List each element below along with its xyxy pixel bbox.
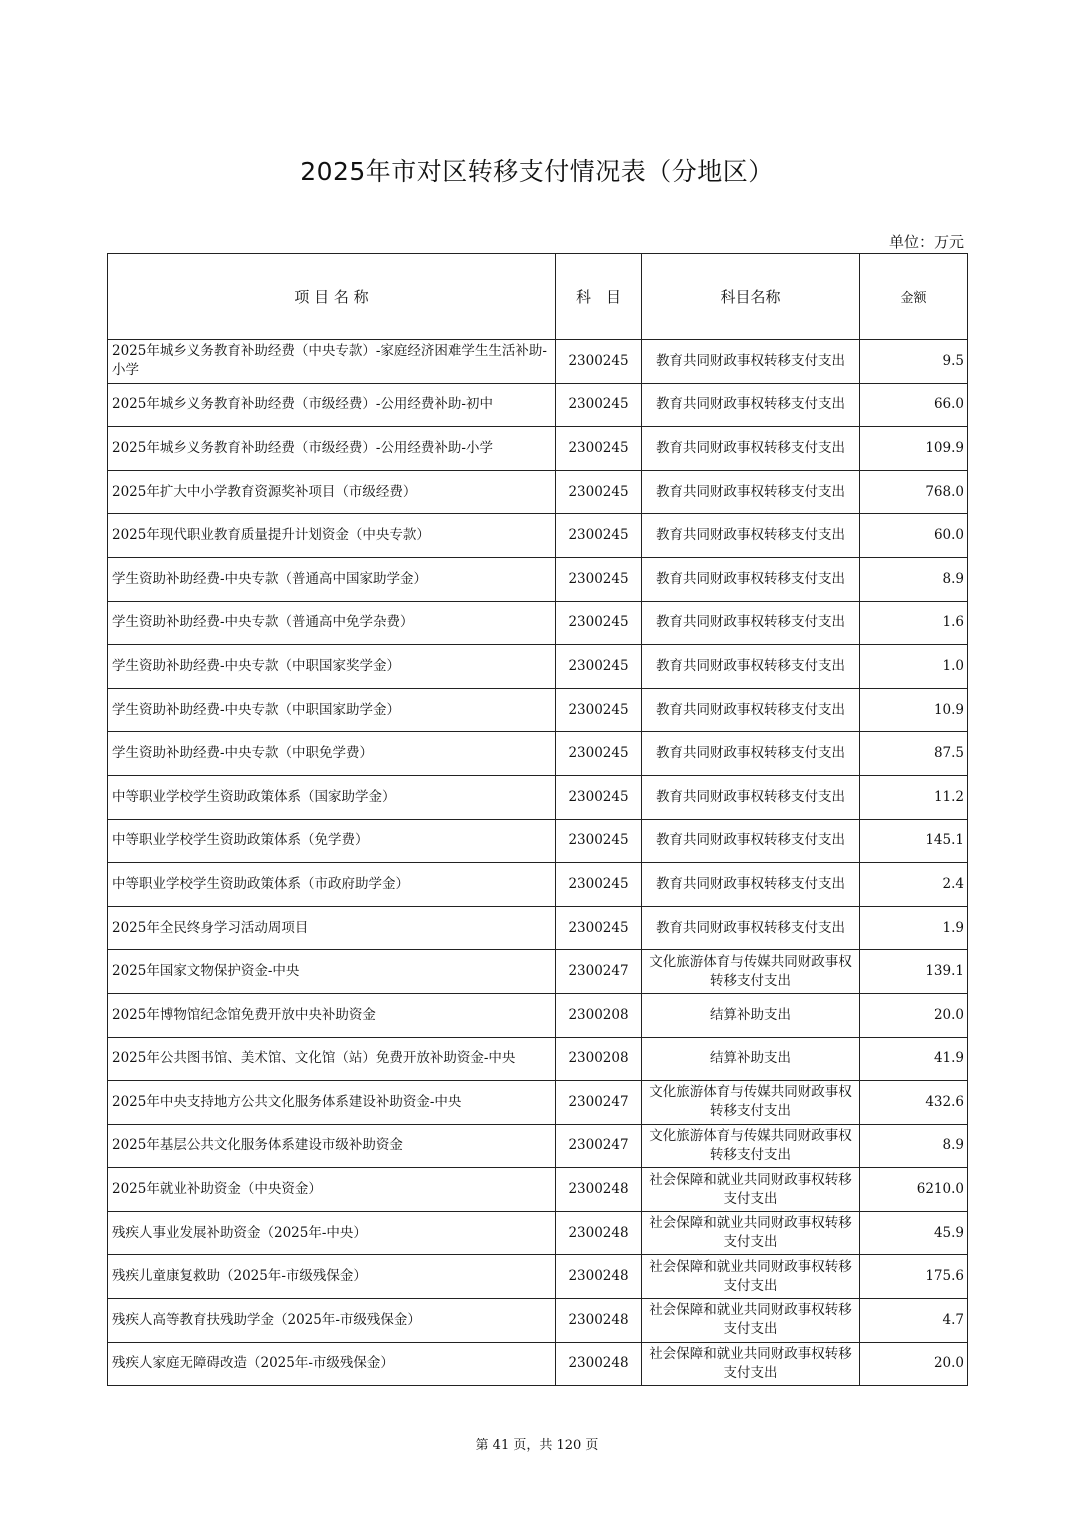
cell-amount: 60.0 bbox=[860, 514, 968, 558]
header-subject: 科目名称 bbox=[642, 254, 860, 340]
cell-item-name: 残疾人高等教育扶残助学金（2025年-市级残保金） bbox=[108, 1299, 556, 1343]
cell-item-name: 2025年国家文物保护资金-中央 bbox=[108, 950, 556, 994]
cell-item-name: 中等职业学校学生资助政策体系（免学费） bbox=[108, 819, 556, 863]
cell-subject-name: 教育共同财政事权转移支付支出 bbox=[642, 775, 860, 819]
table-row bbox=[108, 1124, 968, 1168]
cell-subject-code: 2300245 bbox=[556, 427, 642, 471]
table-row bbox=[108, 383, 968, 427]
cell-item-name: 2025年城乡义务教育补助经费（市级经费）-公用经费补助-初中 bbox=[108, 383, 556, 427]
cell-subject-name: 社会保障和就业共同财政事权转移支付支出 bbox=[642, 1211, 860, 1255]
cell-item-name: 学生资助补助经费-中央专款（普通高中国家助学金） bbox=[108, 557, 556, 601]
cell-subject-code: 2300247 bbox=[556, 1124, 642, 1168]
cell-subject-code: 2300245 bbox=[556, 383, 642, 427]
cell-subject-name: 教育共同财政事权转移支付支出 bbox=[642, 732, 860, 776]
cell-amount: 768.0 bbox=[860, 470, 968, 514]
table-row bbox=[108, 514, 968, 558]
cell-amount: 4.7 bbox=[860, 1299, 968, 1343]
transfer-payment-table bbox=[107, 253, 968, 1386]
cell-item-name: 学生资助补助经费-中央专款（中职国家助学金） bbox=[108, 688, 556, 732]
cell-amount: 20.0 bbox=[860, 993, 968, 1037]
cell-subject-code: 2300208 bbox=[556, 993, 642, 1037]
cell-amount: 2.4 bbox=[860, 863, 968, 907]
cell-subject-name: 教育共同财政事权转移支付支出 bbox=[642, 601, 860, 645]
cell-subject-code: 2300247 bbox=[556, 950, 642, 994]
cell-amount: 87.5 bbox=[860, 732, 968, 776]
cell-item-name: 2025年博物馆纪念馆免费开放中央补助资金 bbox=[108, 993, 556, 1037]
header-code: 科 目 bbox=[556, 254, 642, 340]
cell-subject-name: 结算补助支出 bbox=[642, 1037, 860, 1081]
cell-amount: 1.9 bbox=[860, 906, 968, 950]
table-row bbox=[108, 993, 968, 1037]
table-row bbox=[108, 1081, 968, 1125]
table-header-row bbox=[108, 254, 968, 340]
cell-subject-code: 2300245 bbox=[556, 470, 642, 514]
table-row bbox=[108, 1037, 968, 1081]
cell-amount: 11.2 bbox=[860, 775, 968, 819]
cell-subject-code: 2300245 bbox=[556, 688, 642, 732]
cell-amount: 8.9 bbox=[860, 1124, 968, 1168]
cell-subject-name: 教育共同财政事权转移支付支出 bbox=[642, 906, 860, 950]
cell-subject-name: 社会保障和就业共同财政事权转移支付支出 bbox=[642, 1168, 860, 1212]
cell-subject-name: 社会保障和就业共同财政事权转移支付支出 bbox=[642, 1299, 860, 1343]
cell-subject-code: 2300245 bbox=[556, 732, 642, 776]
cell-item-name: 中等职业学校学生资助政策体系（国家助学金） bbox=[108, 775, 556, 819]
cell-amount: 1.6 bbox=[860, 601, 968, 645]
cell-subject-name: 教育共同财政事权转移支付支出 bbox=[642, 819, 860, 863]
cell-subject-name: 教育共同财政事权转移支付支出 bbox=[642, 514, 860, 558]
cell-subject-code: 2300248 bbox=[556, 1211, 642, 1255]
cell-subject-code: 2300245 bbox=[556, 645, 642, 689]
unit-label: 单位：万元 bbox=[888, 233, 964, 251]
table-row bbox=[108, 557, 968, 601]
cell-subject-name: 教育共同财政事权转移支付支出 bbox=[642, 557, 860, 601]
cell-subject-code: 2300248 bbox=[556, 1342, 642, 1386]
table-row bbox=[108, 470, 968, 514]
table-row bbox=[108, 1168, 968, 1212]
table-row bbox=[108, 775, 968, 819]
cell-item-name: 学生资助补助经费-中央专款（中职免学费） bbox=[108, 732, 556, 776]
cell-subject-code: 2300247 bbox=[556, 1081, 642, 1125]
cell-subject-code: 2300208 bbox=[556, 1037, 642, 1081]
cell-subject-name: 教育共同财政事权转移支付支出 bbox=[642, 427, 860, 471]
table-row bbox=[108, 950, 968, 994]
cell-subject-name: 社会保障和就业共同财政事权转移支付支出 bbox=[642, 1342, 860, 1386]
cell-amount: 10.9 bbox=[860, 688, 968, 732]
cell-item-name: 学生资助补助经费-中央专款（普通高中免学杂费） bbox=[108, 601, 556, 645]
header-amount: 金额 bbox=[860, 254, 968, 340]
cell-subject-name: 教育共同财政事权转移支付支出 bbox=[642, 645, 860, 689]
table-row bbox=[108, 688, 968, 732]
table-row bbox=[108, 340, 968, 384]
cell-amount: 8.9 bbox=[860, 557, 968, 601]
table-row bbox=[108, 427, 968, 471]
cell-subject-code: 2300245 bbox=[556, 863, 642, 907]
cell-item-name: 残疾儿童康复救助（2025年-市级残保金） bbox=[108, 1255, 556, 1299]
cell-subject-name: 结算补助支出 bbox=[642, 993, 860, 1037]
cell-amount: 109.9 bbox=[860, 427, 968, 471]
cell-item-name: 中等职业学校学生资助政策体系（市政府助学金） bbox=[108, 863, 556, 907]
cell-subject-code: 2300245 bbox=[556, 557, 642, 601]
cell-amount: 432.6 bbox=[860, 1081, 968, 1125]
cell-subject-code: 2300248 bbox=[556, 1255, 642, 1299]
cell-item-name: 残疾人事业发展补助资金（2025年-中央） bbox=[108, 1211, 556, 1255]
cell-subject-code: 2300245 bbox=[556, 340, 642, 384]
cell-subject-name: 文化旅游体育与传媒共同财政事权转移支付支出 bbox=[642, 1081, 860, 1125]
cell-amount: 66.0 bbox=[860, 383, 968, 427]
table-row bbox=[108, 1299, 968, 1343]
header-name: 项 目 名 称 bbox=[108, 254, 556, 340]
table-row bbox=[108, 863, 968, 907]
cell-item-name: 2025年就业补助资金（中央资金） bbox=[108, 1168, 556, 1212]
table-row bbox=[108, 601, 968, 645]
cell-item-name: 2025年城乡义务教育补助经费（中央专款）-家庭经济困难学生生活补助-小学 bbox=[108, 340, 556, 384]
cell-subject-code: 2300245 bbox=[556, 601, 642, 645]
cell-amount: 41.9 bbox=[860, 1037, 968, 1081]
table-row bbox=[108, 645, 968, 689]
cell-amount: 45.9 bbox=[860, 1211, 968, 1255]
cell-item-name: 残疾人家庭无障碍改造（2025年-市级残保金） bbox=[108, 1342, 556, 1386]
cell-amount: 175.6 bbox=[860, 1255, 968, 1299]
page-number: 第 41 页，共 120 页 bbox=[475, 1438, 599, 1453]
cell-subject-name: 教育共同财政事权转移支付支出 bbox=[642, 340, 860, 384]
cell-subject-name: 教育共同财政事权转移支付支出 bbox=[642, 688, 860, 732]
cell-item-name: 2025年现代职业教育质量提升计划资金（中央专款） bbox=[108, 514, 556, 558]
page-title: 2025年市对区转移支付情况表（分地区） bbox=[300, 157, 774, 186]
cell-amount: 139.1 bbox=[860, 950, 968, 994]
table-row bbox=[108, 732, 968, 776]
cell-item-name: 2025年城乡义务教育补助经费（市级经费）-公用经费补助-小学 bbox=[108, 427, 556, 471]
cell-subject-name: 教育共同财政事权转移支付支出 bbox=[642, 863, 860, 907]
cell-subject-code: 2300248 bbox=[556, 1299, 642, 1343]
cell-subject-name: 社会保障和就业共同财政事权转移支付支出 bbox=[642, 1255, 860, 1299]
cell-subject-code: 2300245 bbox=[556, 514, 642, 558]
cell-subject-name: 教育共同财政事权转移支付支出 bbox=[642, 470, 860, 514]
cell-subject-name: 文化旅游体育与传媒共同财政事权转移支付支出 bbox=[642, 950, 860, 994]
cell-subject-code: 2300245 bbox=[556, 906, 642, 950]
table-row bbox=[108, 1255, 968, 1299]
cell-subject-name: 文化旅游体育与传媒共同财政事权转移支付支出 bbox=[642, 1124, 860, 1168]
cell-item-name: 2025年基层公共文化服务体系建设市级补助资金 bbox=[108, 1124, 556, 1168]
cell-item-name: 2025年全民终身学习活动周项目 bbox=[108, 906, 556, 950]
cell-subject-name: 教育共同财政事权转移支付支出 bbox=[642, 383, 860, 427]
cell-amount: 145.1 bbox=[860, 819, 968, 863]
cell-amount: 1.0 bbox=[860, 645, 968, 689]
table-row bbox=[108, 1211, 968, 1255]
cell-item-name: 2025年扩大中小学教育资源奖补项目（市级经费） bbox=[108, 470, 556, 514]
cell-amount: 20.0 bbox=[860, 1342, 968, 1386]
cell-subject-code: 2300248 bbox=[556, 1168, 642, 1212]
cell-item-name: 学生资助补助经费-中央专款（中职国家奖学金） bbox=[108, 645, 556, 689]
cell-subject-code: 2300245 bbox=[556, 819, 642, 863]
cell-amount: 6210.0 bbox=[860, 1168, 968, 1212]
table-row bbox=[108, 819, 968, 863]
cell-subject-code: 2300245 bbox=[556, 775, 642, 819]
cell-item-name: 2025年公共图书馆、美术馆、文化馆（站）免费开放补助资金-中央 bbox=[108, 1037, 556, 1081]
cell-item-name: 2025年中央支持地方公共文化服务体系建设补助资金-中央 bbox=[108, 1081, 556, 1125]
table-row bbox=[108, 1342, 968, 1386]
table-row bbox=[108, 906, 968, 950]
cell-amount: 9.5 bbox=[860, 340, 968, 384]
